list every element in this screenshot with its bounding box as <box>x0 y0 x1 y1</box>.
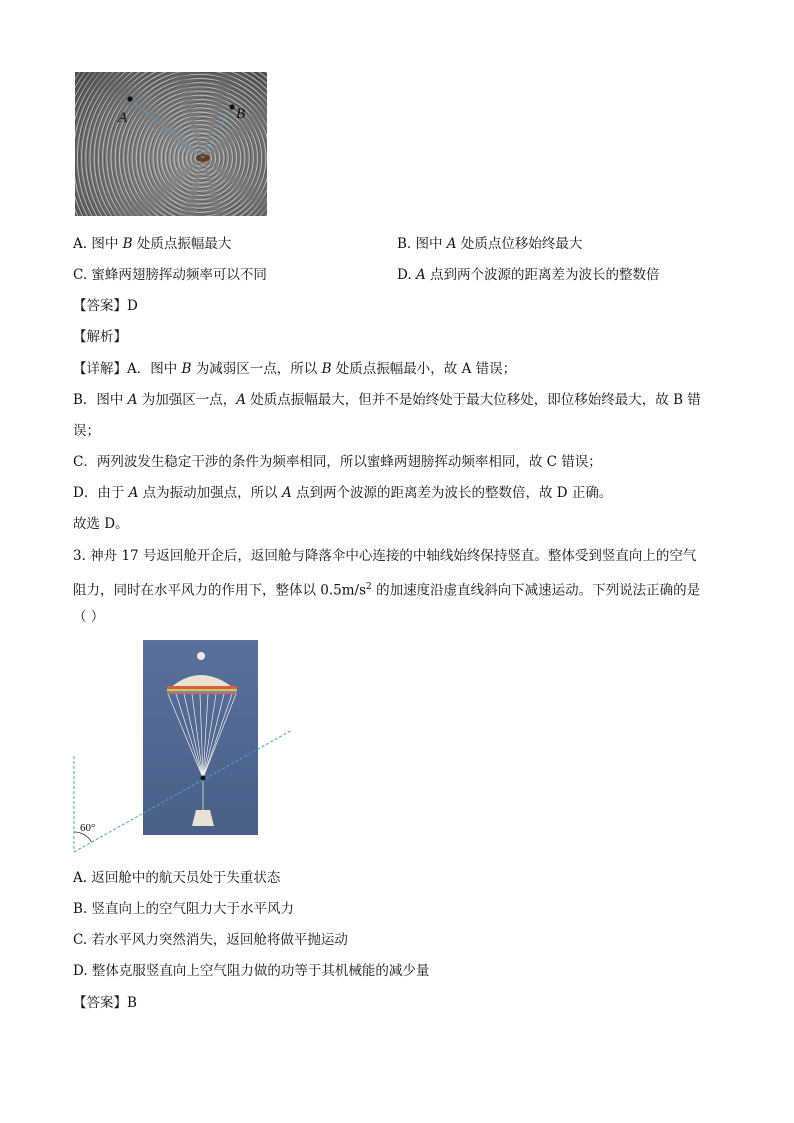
q3-stem-line1: 3. 神舟 17 号返回舱开企后，返回舱与降落伞中心连接的中轴线始终保持竖直。整体受到竖直向上的空气 <box>73 548 697 564</box>
q3-option-c: C. 若水平风力突然消失，返回舱将做平抛运动 <box>73 932 348 948</box>
q2-option-d: D. A 点到两个波源的距离差为波长的整数倍 <box>397 267 660 283</box>
q2-option-a: A. 图中 B 处质点振幅最大 <box>73 236 232 252</box>
center-point <box>201 776 206 781</box>
q3-option-a: A. 返回舱中的航天员处于失重状态 <box>73 870 281 886</box>
parachute-figure <box>70 638 295 858</box>
q2-detail-line4: C．两列波发生稳定干涉的条件为频率相同，所以蜜蜂两翅膀挥动频率相同，故 C 错误； <box>73 454 602 470</box>
point-a <box>127 96 132 101</box>
q2-detail-line5: D．由于 A 点为振动加强点，所以 A 点到两个波源的距离差为波长的整数倍，故 D 正确。 <box>73 485 613 501</box>
q2-analysis-title: 【解析】 <box>73 329 127 345</box>
photo-background <box>143 640 258 835</box>
point-b <box>229 104 234 109</box>
q2-option-b: B. 图中 A 处质点位移始终最大 <box>397 236 583 252</box>
q3-stem-line2: 阻力，同时在水平风力的作用下，整体以 $0.5m/s^2$ 的加速度沿虚直线斜向下减速运动。下列说法正确的是 <box>73 582 701 599</box>
angle-label: 60° <box>80 822 96 834</box>
q3-stem-line3: （ ） <box>73 609 105 625</box>
q3-answer: 【答案】B <box>73 995 137 1011</box>
q3-option-d: D. 整体克服竖直向上空气阻力做的功等于其机械能的减少量 <box>73 963 430 979</box>
label-a: A <box>118 110 128 126</box>
q3-option-b: B. 竖直向上的空气阻力大于水平风力 <box>73 901 295 917</box>
q2-answer: 【答案】D <box>73 298 138 314</box>
q2-detail-line3: 误； <box>73 423 100 439</box>
q2-option-c: C. 蜜蜂两翅膀挥动频率可以不同 <box>73 267 267 283</box>
interference-photo <box>75 72 267 216</box>
label-b: B <box>236 106 246 122</box>
q2-detail-line1: 【详解】A．图中 B 为减弱区一点，所以 B 处质点振幅最小，故 A 错误； <box>73 361 517 377</box>
q2-detail-line6: 故选 D。 <box>73 516 129 532</box>
q2-detail-line2: B．图中 A 为加强区一点，A 处质点振幅最大，但并不是始终处于最大位移处，即位移始终最大，故 B 错 <box>73 392 701 408</box>
